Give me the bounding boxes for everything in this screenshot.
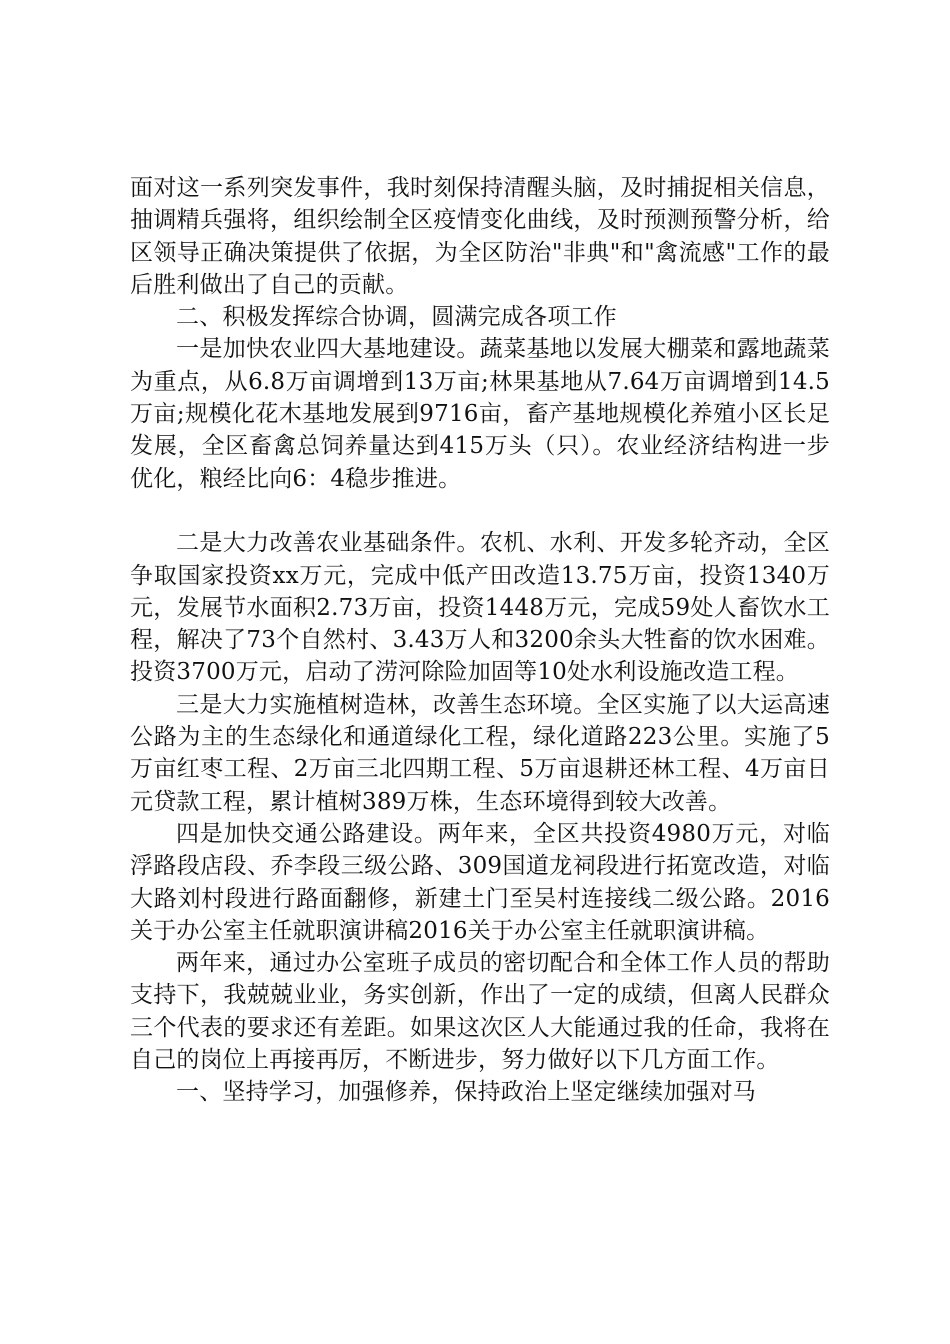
- paragraph-road-construction: 四是加快交通公路建设。两年来，全区共投资4980万元，对临浮路段店段、乔李段三级公路、309国道龙祠段进行拓宽改造，对临大路刘村段进行路面翻修，新建土门至吴村连接线二级公路。2016关于办公室主任就职演讲稿2016关于办公室主任就职演讲稿。: [130, 820, 830, 944]
- document-body: [130, 172, 830, 1109]
- paragraph-summary: 两年来，通过办公室班子成员的密切配合和全体工作人员的帮助支持下，我兢兢业业，务实创新，作出了一定的成绩，但离人民群众三个代表的要求还有差距。如果这次区人大能通过我的任命，我将在自己的岗位上再接再厉，不断进步，努力做好以下几方面工作。: [130, 950, 830, 1074]
- paragraph-agriculture-infrastructure: 二是大力改善农业基础条件。农机、水利、开发多轮齐动，全区争取国家投资xx万元，完成中低产田改造13.75万亩，投资1340万元，发展节水面积2.73万亩，投资1448万元，完成59处人畜饮水工程，解决了73个自然村、3.43万人和3200余头大牲畜的饮水困难。投资3700万元，启动了涝河除险加固等10处水利设施改造工程。: [130, 530, 830, 686]
- paragraph-epidemic-response: 面对这一系列突发事件，我时刻保持清醒头脑，及时捕捉相关信息，抽调精兵强将，组织绘制全区疫情变化曲线，及时预测预警分析，给区领导正确决策提供了依据，为全区防治"非典"和"禽流感"工作的最后胜利做出了自己的贡献。: [130, 175, 830, 298]
- blank-line: [130, 495, 830, 527]
- section-heading-coordination: 二、积极发挥综合协调，圆满完成各项工作: [176, 304, 617, 331]
- section-heading-study: 一、坚持学习，加强修养，保持政治上坚定继续加强对马: [176, 1079, 756, 1106]
- paragraph-agriculture-bases: 一是加快农业四大基地建设。蔬菜基地以发展大棚菜和露地蔬菜为重点，从6.8万亩调增到13万亩;林果基地从7.64万亩调增到14.5万亩;规模化花木基地发展到9716亩，畜产基地规模化养殖小区长足发展，全区畜禽总饲养量达到415万头（只）。农业经济结构进一步优化，粮经比向6：4稳步推进。: [130, 336, 830, 492]
- paragraph-afforestation: 三是大力实施植树造林，改善生态环境。全区实施了以大运高速公路为主的生态绿化和通道绿化工程，绿化道路223公里。实施了5万亩红枣工程、2万亩三北四期工程、5万亩退耕还林工程、4万亩日元贷款工程，累计植树389万株，生态环境得到较大改善。: [130, 691, 830, 815]
